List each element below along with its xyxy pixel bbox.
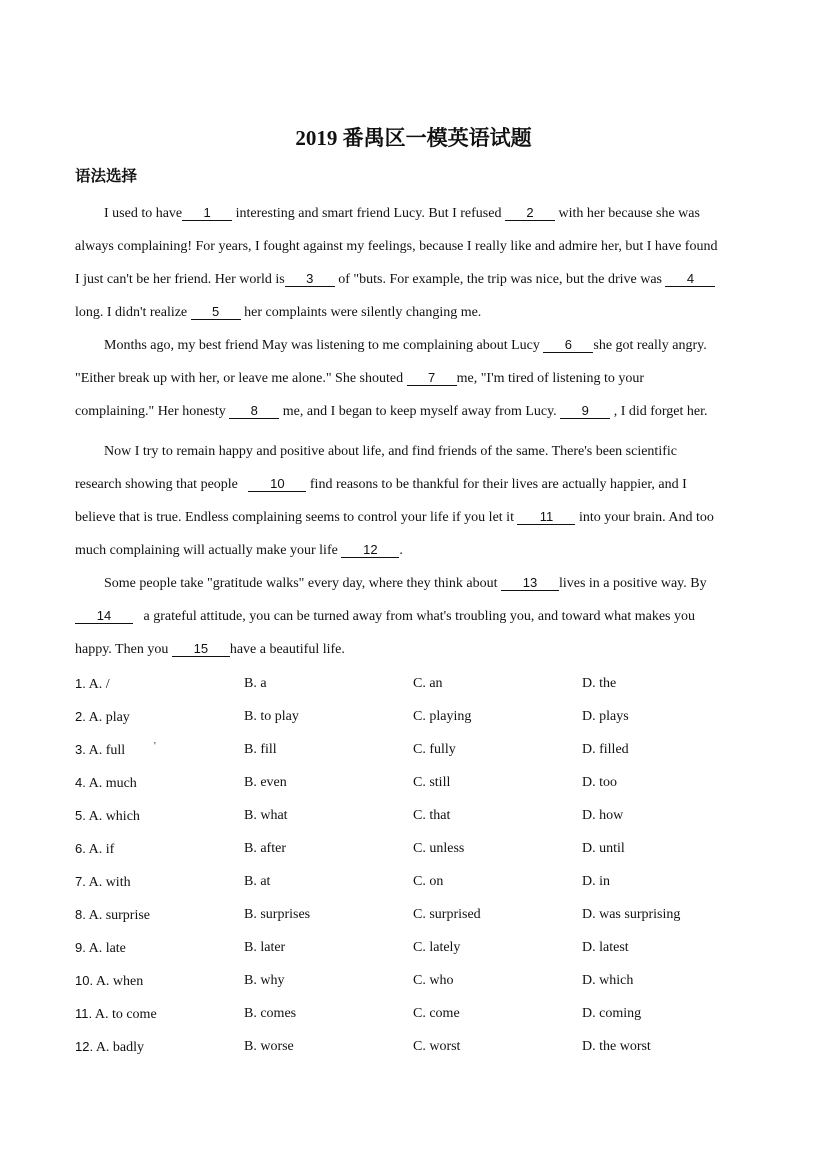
blank-8[interactable]: 8: [229, 403, 279, 419]
option-a[interactable]: 6. A. if: [75, 841, 115, 857]
passage-line: [104, 443, 677, 461]
blank-14[interactable]: 14: [75, 608, 133, 624]
option-d[interactable]: D. the: [582, 676, 617, 691]
blank-7[interactable]: 7: [407, 370, 457, 386]
blank-13[interactable]: 13: [501, 575, 559, 591]
option-b[interactable]: B. surprises: [244, 907, 311, 922]
option-d[interactable]: D. coming: [582, 1006, 642, 1021]
option-b[interactable]: B. to play: [244, 709, 299, 724]
passage-text: I used to have: [104, 206, 183, 221]
option-c[interactable]: C. still: [413, 775, 451, 790]
passage-text: her complaints were silently changing me.: [244, 305, 482, 320]
option-d[interactable]: D. until: [582, 841, 625, 856]
passage-text: "Either break up with her, or leave me alone." She shouted: [75, 371, 404, 386]
passage-text: much complaining will actually make your life: [75, 543, 338, 558]
passage-text: .: [399, 543, 403, 558]
option-b[interactable]: B. even: [244, 775, 287, 790]
option-c[interactable]: C. lately: [413, 940, 461, 955]
option-a[interactable]: 4. A. much: [75, 775, 137, 791]
option-d[interactable]: D. latest: [582, 940, 629, 955]
blank-15[interactable]: 15: [172, 641, 230, 657]
option-d[interactable]: D. which: [582, 973, 634, 988]
option-a[interactable]: 3. A. full: [75, 742, 126, 758]
passage-text: have a beautiful life.: [229, 642, 345, 657]
option-a[interactable]: 9. A. late: [75, 940, 126, 956]
option-c[interactable]: C. fully: [413, 742, 456, 757]
passage-line: [75, 271, 715, 289]
passage-text: complaining." Her honesty: [75, 404, 226, 419]
page-title: 2019 番禺区一模英语试题: [295, 126, 532, 150]
blank-3[interactable]: 3: [285, 271, 335, 287]
option-a[interactable]: 2. A. play: [75, 709, 130, 725]
blank-10[interactable]: 10: [248, 476, 306, 492]
option-d[interactable]: D. filled: [582, 742, 629, 757]
option-c[interactable]: C. unless: [413, 841, 465, 856]
section-heading: 语法选择: [75, 167, 138, 185]
passage-text: interesting and smart friend Lucy. But I refused: [235, 206, 502, 221]
option-b[interactable]: B. at: [244, 874, 271, 889]
passage-text: believe that is true. Endless complaining seems to control your life if you let it: [75, 510, 514, 525]
passage-line: [104, 205, 700, 223]
option-c[interactable]: C. an: [413, 676, 443, 691]
passage-text: into your brain. And too: [578, 510, 714, 525]
passage-text: Months ago, my best friend May was listening to me complaining about Lucy: [104, 338, 540, 353]
passage-text: find reasons to be thankful for their lives are actually happier, and I: [309, 477, 687, 492]
blank-2[interactable]: 2: [505, 205, 555, 221]
blank-12[interactable]: 12: [341, 542, 399, 558]
option-b[interactable]: B. what: [244, 808, 288, 823]
option-c[interactable]: C. playing: [413, 709, 472, 724]
option-c[interactable]: C. on: [413, 874, 444, 889]
blank-4[interactable]: 4: [665, 271, 715, 287]
passage-text: a grateful attitude, you can be turned away from what's troubling you, and toward what makes you: [143, 609, 695, 624]
option-d[interactable]: D. was surprising: [582, 907, 681, 922]
passage-line: [75, 608, 695, 626]
option-c[interactable]: C. who: [413, 973, 454, 988]
option-b[interactable]: B. a: [244, 676, 267, 691]
option-d[interactable]: D. the worst: [582, 1039, 651, 1054]
option-a[interactable]: 7. A. with: [75, 874, 131, 890]
passage-line: [104, 337, 707, 355]
option-a[interactable]: 12. A. badly: [75, 1039, 145, 1055]
passage-line: [75, 304, 481, 322]
passage-text: long. I didn't realize: [75, 305, 188, 320]
option-a[interactable]: 5. A. which: [75, 808, 140, 824]
option-a[interactable]: 10. A. when: [75, 973, 144, 989]
option-c[interactable]: C. that: [413, 808, 451, 823]
passage-text: Now I try to remain happy and positive about life, and find friends of the same. There's been scientific: [104, 444, 677, 459]
option-c[interactable]: C. come: [413, 1006, 460, 1021]
passage-text: I just can't be her friend. Her world is: [75, 272, 285, 287]
passage-text: , I did forget her.: [613, 404, 708, 419]
passage-line: [75, 641, 345, 659]
passage-text: me, and I began to keep myself away from Lucy.: [282, 404, 557, 419]
passage-text: with her because she was: [558, 206, 700, 221]
stray-mark: ': [154, 741, 156, 752]
blank-9[interactable]: 9: [560, 403, 610, 419]
passage-line: [75, 542, 403, 560]
option-b[interactable]: B. after: [244, 841, 286, 856]
passage-line: [75, 509, 714, 527]
passage-text: she got really angry.: [593, 338, 707, 353]
option-b[interactable]: B. fill: [244, 742, 277, 757]
passage-line: [75, 403, 708, 421]
passage-line: [75, 370, 644, 388]
passage-text: always complaining! For years, I fought against my feelings, because I really like and admire her, but I have found: [75, 239, 718, 254]
option-b[interactable]: B. worse: [244, 1039, 294, 1054]
option-a[interactable]: 11. A. to come: [75, 1006, 157, 1022]
passage-line: [104, 575, 707, 593]
passage-line: [75, 476, 687, 494]
blank-5[interactable]: 5: [191, 304, 241, 320]
blank-11[interactable]: 11: [517, 509, 575, 525]
option-b[interactable]: B. comes: [244, 1006, 297, 1021]
passage-text: lives in a positive way. By: [558, 576, 707, 591]
blank-6[interactable]: 6: [543, 337, 593, 353]
passage-text: me, "I'm tired of listening to your: [456, 371, 645, 386]
option-d[interactable]: D. in: [582, 874, 610, 889]
option-c[interactable]: C. surprised: [413, 907, 481, 922]
option-b[interactable]: B. why: [244, 973, 285, 988]
option-c[interactable]: C. worst: [413, 1039, 461, 1054]
passage-text: happy. Then you: [75, 642, 169, 657]
option-a[interactable]: 1. A. /: [75, 676, 110, 692]
passage-text: Some people take "gratitude walks" every day, where they think about: [104, 576, 498, 591]
option-d[interactable]: D. how: [582, 808, 624, 823]
option-b[interactable]: B. later: [244, 940, 286, 955]
option-d[interactable]: D. too: [582, 775, 617, 790]
option-a[interactable]: 8. A. surprise: [75, 907, 151, 923]
passage-text: research showing that people: [75, 477, 238, 492]
option-d[interactable]: D. plays: [582, 709, 629, 724]
passage-line: [75, 238, 717, 256]
blank-1[interactable]: 1: [182, 205, 232, 221]
passage-text: of "buts. For example, the trip was nice, but the drive was: [338, 272, 662, 287]
